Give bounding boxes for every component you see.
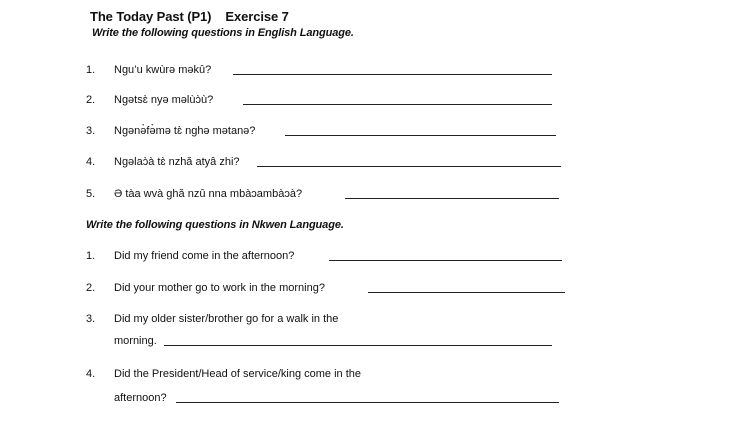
question-text: Ngu’u kwùrə məkû? [114,64,212,76]
question-number: 5. [86,188,96,200]
page-title: The Today Past (P1) Exercise 7 [90,9,289,24]
question-text: Ngətsɛ̀ nyə məlùɔ̀ù? [114,94,214,106]
answer-line[interactable] [285,135,556,136]
question-number: 2. [86,282,96,294]
question-text: Ngənə̀fə̀mə tɛ̀ nghə mətanə? [114,125,256,137]
question-number: 4. [86,368,96,380]
answer-line[interactable] [368,292,565,293]
answer-line[interactable] [233,74,552,75]
answer-line[interactable] [164,345,552,346]
question-text: Ngəlaɔ̀à tɛ̀ nzhă atyâ zhi? [114,156,240,168]
question-number: 3. [86,313,96,325]
question-text: Did your mother go to work in the morning? [114,282,325,294]
question-number: 2. [86,94,96,106]
question-text: Did my older sister/brother go for a walk in the [114,313,339,325]
answer-line[interactable] [176,402,559,403]
answer-line[interactable] [329,260,562,261]
question-text: Did my friend come in the afternoon? [114,250,295,262]
question-9-continued [114,391,167,405]
question-number: 1. [86,250,96,262]
question-text-continued: morning. [114,335,157,347]
answer-line[interactable] [345,198,559,199]
question-number: 3. [86,125,96,137]
answer-line[interactable] [243,104,552,105]
answer-line[interactable] [257,166,561,167]
question-8-continued [114,334,157,348]
question-text: Did the President/Head of service/king come in the [114,368,362,380]
instruction-nkwen: Write the following questions in Nkwen Language. [86,219,344,231]
question-number: 1. [86,64,96,76]
question-text: Ə tàa wvà ghă nzû nna mbàɔambàɔà? [114,188,303,200]
question-number: 4. [86,156,96,168]
question-text-continued: afternoon? [114,392,167,404]
instruction-english: Write the following questions in English Language. [92,27,354,39]
